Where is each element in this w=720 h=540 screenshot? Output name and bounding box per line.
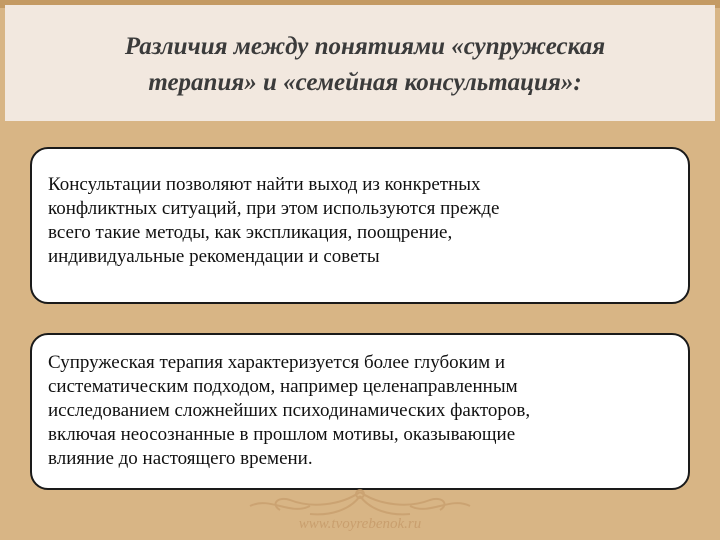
card-text-line: Консультации позволяют найти выход из конкретных [48,174,481,195]
consultation-text [48,173,670,269]
slide-title-line: Различия между понятиями «супружеская [124,33,606,60]
marital-therapy-card [30,333,690,490]
watermark-text: www.tvoyrebenok.ru [298,516,422,532]
slide-title-line: терапия» и «семейная консультация»: [148,69,582,96]
card-text-line: включая неосознанные в прошлом мотивы, оказывающие [48,424,516,445]
card-text-line: индивидуальные рекомендации и советы [48,246,380,267]
consultation-card [30,147,690,304]
title-panel [5,5,715,121]
marital-therapy-text [48,351,670,471]
card-text-line: влияние до настоящего времени. [48,448,313,469]
card-text-line: конфликтных ситуаций, при этом используются прежде [48,198,500,219]
card-text-line: систематическим подходом, например целенаправленным [48,376,518,397]
slide-title [45,29,685,101]
card-text-line: всего такие методы, как экспликация, поощрение, [48,222,453,243]
card-text-line: исследованием сложнейших психодинамических факторов, [48,400,531,421]
card-text-line: Супружеская терапия характеризуется более глубоким и [48,352,506,373]
